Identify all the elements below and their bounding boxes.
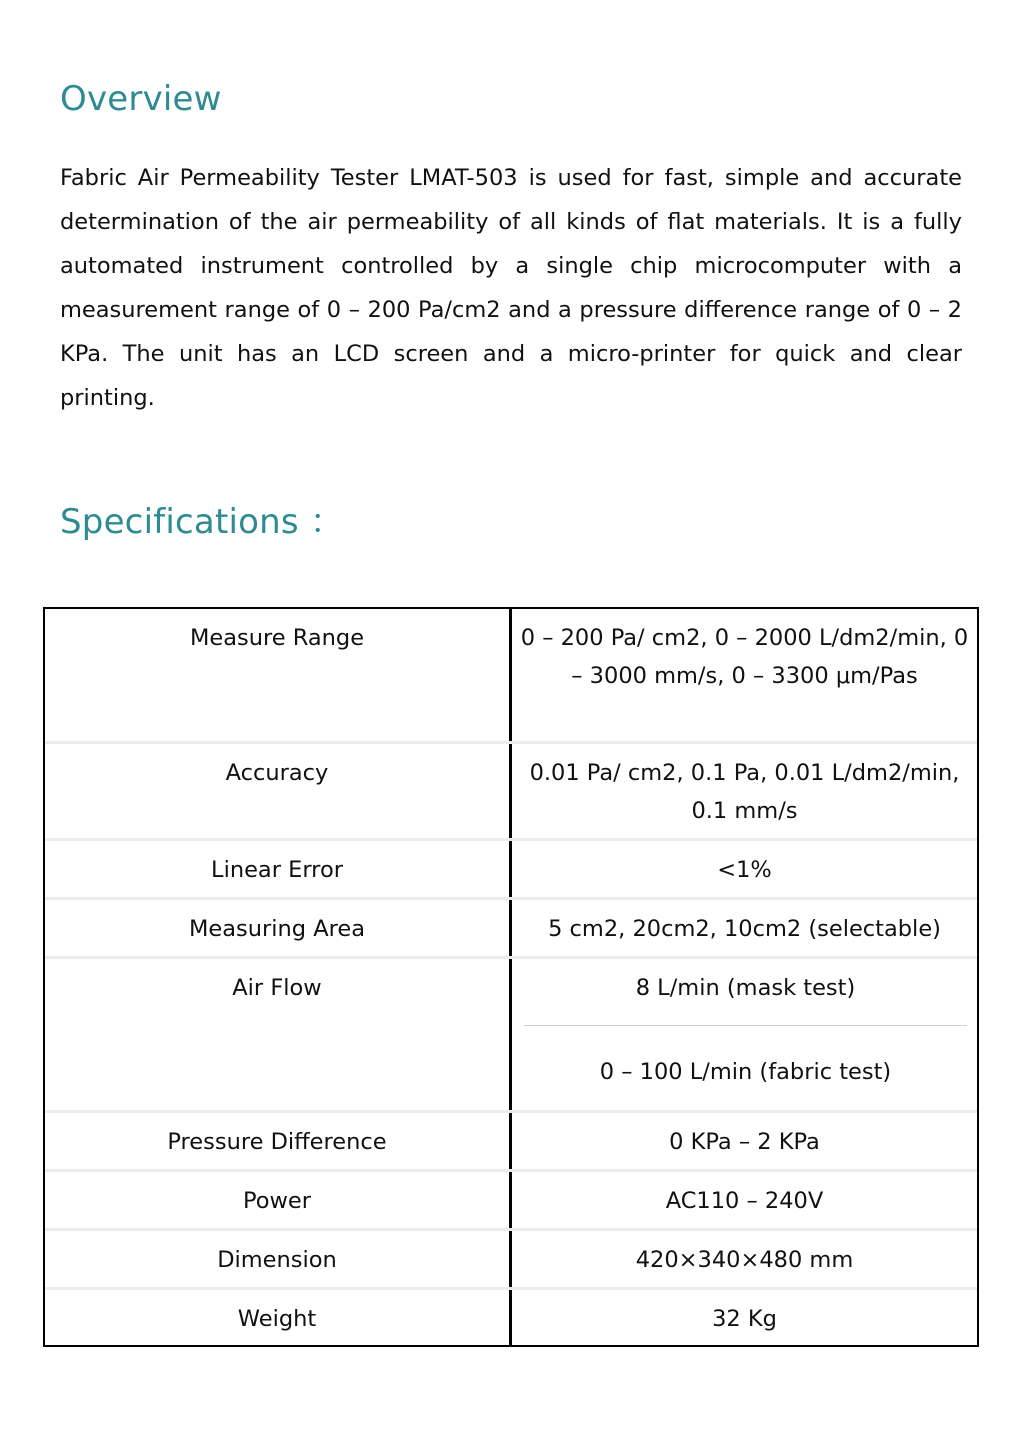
spec-value: <1% — [717, 857, 772, 883]
spec-label: Linear Error — [45, 841, 512, 897]
specifications-heading: Specifications ： — [60, 502, 345, 542]
spec-value: 0 – 100 L/min (fabric test) — [599, 1059, 892, 1085]
table-row — [45, 1228, 977, 1287]
spec-label: Dimension — [45, 1231, 512, 1287]
table-row — [45, 609, 977, 741]
table-row — [45, 1110, 977, 1169]
spec-value: 0 – 200 Pa/ cm2, 0 – 2000 L/dm2/min, 0 – 3000 mm/s, 0 – 3300 μm/Pas — [520, 625, 969, 689]
spec-label: Power — [45, 1172, 512, 1228]
spec-label: Air Flow — [45, 959, 512, 1110]
table-row — [45, 1287, 977, 1345]
table-row — [45, 1169, 977, 1228]
value-divider — [524, 1025, 967, 1026]
spec-label: Measuring Area — [45, 900, 512, 956]
spec-label: Weight — [45, 1290, 512, 1345]
spec-value: 32 Kg — [712, 1306, 777, 1332]
spec-label: Pressure Difference — [45, 1113, 512, 1169]
overview-paragraph: Fabric Air Permeability Tester LMAT-503 is used for fast, simple and accurate determination of the air permeability of all kinds of flat materials. It is a fully automated instrument controlled by a single chip microcomputer with a measurement range of 0 – 200 Pa/cm2 and a pressure difference range of 0 – 2 KPa. The unit has an LCD screen and a micro-printer for quick and clear printing. — [60, 165, 962, 411]
spec-value: 0.01 Pa/ cm2, 0.1 Pa, 0.01 L/dm2/min, 0.1 mm/s — [529, 760, 960, 824]
spec-value: 0 KPa – 2 KPa — [669, 1129, 820, 1155]
spec-value-group — [512, 959, 977, 1110]
specifications-table — [43, 607, 979, 1347]
spec-value: AC110 – 240V — [665, 1188, 824, 1214]
spec-label: Measure Range — [45, 609, 512, 741]
table-row — [45, 897, 977, 956]
spec-value: 8 L/min (mask test) — [635, 975, 856, 1001]
table-row — [45, 838, 977, 897]
spec-value: 5 cm2, 20cm2, 10cm2 (selectable) — [548, 916, 941, 942]
spec-value: 420×340×480 mm — [635, 1247, 854, 1273]
spec-label: Accuracy — [45, 744, 512, 838]
table-row — [45, 741, 977, 838]
table-row — [45, 956, 977, 1110]
overview-heading: Overview — [60, 79, 222, 119]
